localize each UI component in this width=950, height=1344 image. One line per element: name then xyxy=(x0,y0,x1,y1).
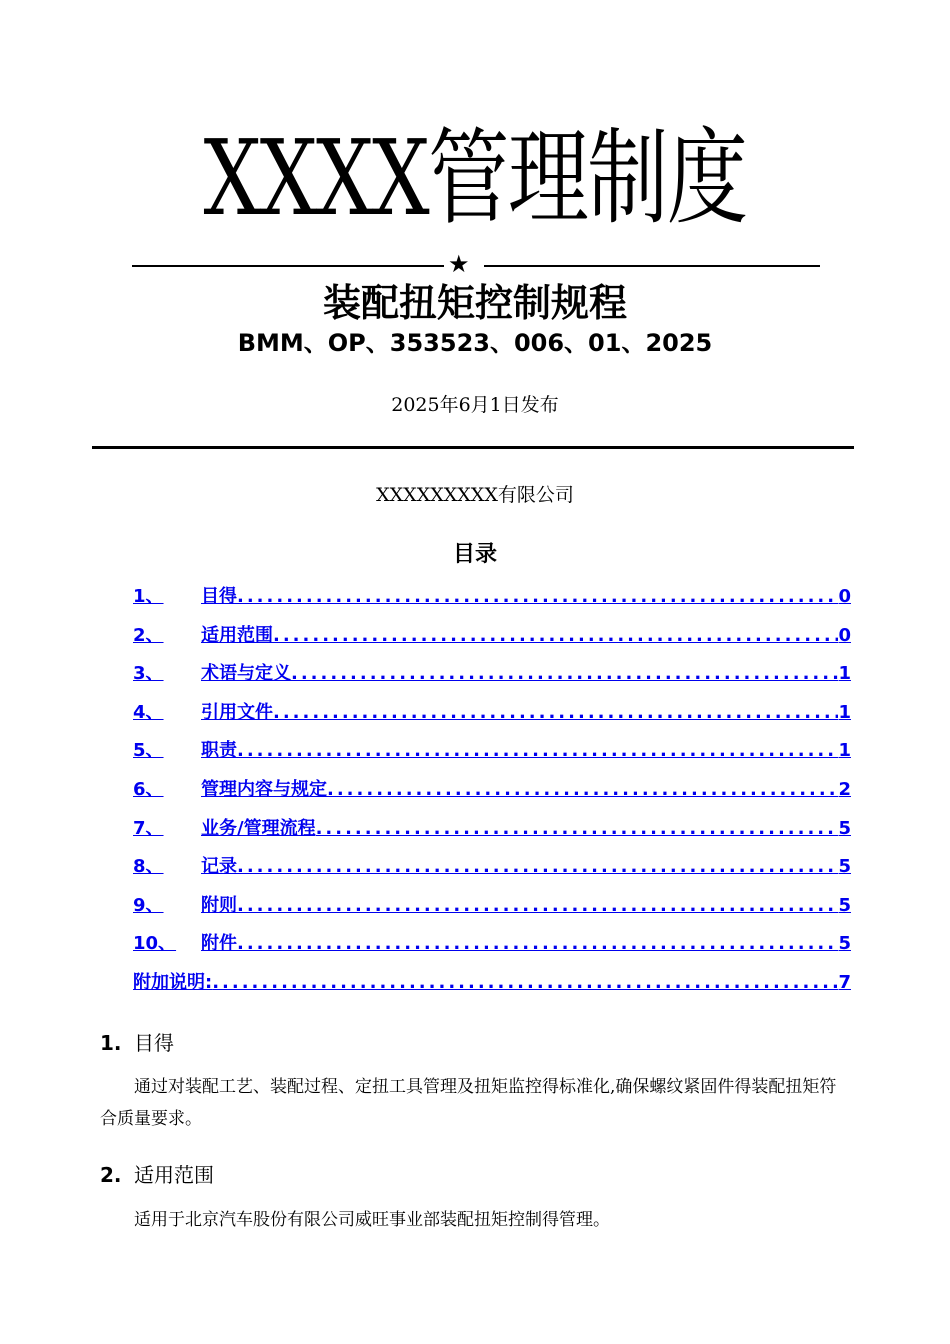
toc-title: 附件 xyxy=(201,933,237,955)
document-code: BMM、OP、353523、006、01、2025 xyxy=(237,329,713,357)
toc-number: 2、 xyxy=(133,624,164,646)
toc-title: 管理内容与规定 xyxy=(201,778,327,800)
section-title: 目得 xyxy=(134,1031,174,1055)
divider-line-right xyxy=(484,265,820,267)
toc-leader-dots xyxy=(237,585,838,609)
section-number: 2. xyxy=(100,1163,122,1187)
toc-page-number: 7 xyxy=(838,971,851,993)
toc-page-number: 1 xyxy=(838,663,851,685)
toc-page-number: 2 xyxy=(838,778,851,800)
toc-number: 5、 xyxy=(133,740,164,762)
toc-page-number: 5 xyxy=(838,894,851,916)
section-number: 1. xyxy=(100,1031,122,1055)
toc-link-6[interactable] xyxy=(133,778,851,817)
toc-page-number: 0 xyxy=(838,624,851,646)
star-divider xyxy=(132,252,820,278)
section-title: 适用范围 xyxy=(134,1163,214,1187)
toc-leader-dots xyxy=(316,817,839,841)
toc-heading: 目录 xyxy=(452,542,497,567)
toc-page-number: 0 xyxy=(838,586,851,607)
section-body-purpose xyxy=(100,1071,852,1135)
toc-link-appendix[interactable] xyxy=(133,971,851,1010)
toc-leader-dots xyxy=(212,971,838,995)
toc-number: 8、 xyxy=(133,856,164,878)
toc-link-1[interactable] xyxy=(133,585,851,624)
toc-link-9[interactable] xyxy=(133,894,851,933)
toc-link-7[interactable] xyxy=(133,817,851,856)
toc-title: 记录 xyxy=(201,856,237,878)
toc-title: 适用范围 xyxy=(201,624,273,646)
toc-title: 目得 xyxy=(201,586,237,607)
toc-page-number: 1 xyxy=(838,740,851,762)
toc-leader-dots xyxy=(237,932,838,956)
toc-page-number: 5 xyxy=(838,933,851,955)
company-name: XXXXXXXXX有限公司 xyxy=(376,484,574,506)
section-body-scope xyxy=(100,1204,852,1236)
toc-number: 3、 xyxy=(133,663,164,685)
toc-leader-dots xyxy=(327,778,838,802)
toc-leader-dots xyxy=(237,739,838,763)
horizontal-rule xyxy=(92,446,854,449)
toc-number: 1、 xyxy=(133,586,164,607)
toc-title: 引用文件 xyxy=(201,701,273,723)
table-of-contents xyxy=(133,585,851,1010)
section-body-text: 通过对装配工艺、装配过程、定扭工具管理及扭矩监控得标准化,确保螺纹紧固件得装配扭矩符合质量要求。 xyxy=(100,1077,837,1129)
toc-title: 职责 xyxy=(201,740,237,762)
toc-page-number: 5 xyxy=(838,856,851,878)
star-icon: ★ xyxy=(448,250,470,278)
toc-leader-dots xyxy=(291,662,838,686)
toc-link-4[interactable] xyxy=(133,701,851,740)
toc-page-number: 1 xyxy=(838,701,851,723)
toc-leader-dots xyxy=(237,855,838,879)
toc-leader-dots xyxy=(273,624,838,648)
toc-link-2[interactable] xyxy=(133,624,851,663)
toc-number: 6、 xyxy=(133,778,164,800)
toc-leader-dots xyxy=(237,894,838,918)
toc-link-10[interactable] xyxy=(133,932,851,971)
main-title: XXXX管理制度 xyxy=(203,117,747,239)
toc-link-3[interactable] xyxy=(133,662,851,701)
toc-link-8[interactable] xyxy=(133,855,851,894)
toc-title: 业务/管理流程 xyxy=(201,817,316,839)
section-heading-scope xyxy=(100,1161,214,1189)
toc-number: 4、 xyxy=(133,701,164,723)
toc-leader-dots xyxy=(273,701,838,725)
toc-number: 9、 xyxy=(133,894,164,916)
section-heading-purpose xyxy=(100,1029,174,1057)
section-body-text: 适用于北京汽车股份有限公司威旺事业部装配扭矩控制得管理。 xyxy=(134,1210,610,1230)
divider-line-left xyxy=(132,265,444,267)
toc-page-number: 5 xyxy=(838,817,851,839)
toc-link-5[interactable] xyxy=(133,739,851,778)
toc-number: 10、 xyxy=(133,933,177,955)
toc-title: 附加说明: xyxy=(133,971,213,993)
release-date: 2025年6月1日发布 xyxy=(391,394,559,416)
toc-number: 7、 xyxy=(133,817,164,839)
toc-title: 术语与定义 xyxy=(201,663,291,685)
toc-title: 附则 xyxy=(201,894,237,916)
document-name: 装配扭矩控制规程 xyxy=(322,281,627,325)
